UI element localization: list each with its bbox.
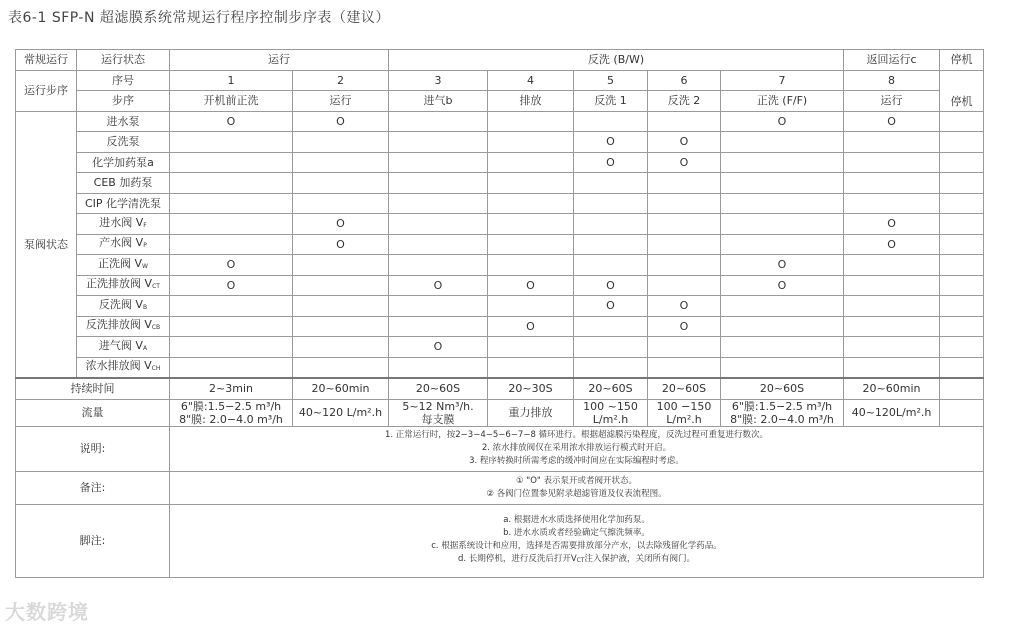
row-name <box>77 214 170 235</box>
run-header: 运行 <box>170 50 389 71</box>
state-cell <box>488 316 574 337</box>
row-name <box>77 316 170 337</box>
explain-line: 2. 浓水排放阀仅在采用浓水排放运行模式时开启。 <box>481 443 672 453</box>
pump-valve-row <box>16 193 984 214</box>
on-mark: O <box>679 319 689 333</box>
state-cell <box>721 152 844 173</box>
state-cell <box>844 357 940 378</box>
explain-line: 1. 正常运行时，按2−3−4−5−6−7−8 循环进行。根据超滤膜污染程度，反洗过程可重复进行数次。 <box>384 430 769 440</box>
state-cell <box>721 214 844 235</box>
state-cell <box>170 316 293 337</box>
state-cell <box>648 111 721 132</box>
state-cell <box>574 132 648 153</box>
duration-value: 20~60S <box>721 378 844 399</box>
remark-line: ② 各阀门位置参见附录超滤管道及仪表流程图。 <box>486 488 667 499</box>
row-name-subscript: W <box>142 262 148 270</box>
foot-line: c. 根据系统设计和应用，选择是否需要排放部分产水，以去除残留化学药品。 <box>431 541 722 551</box>
state-cell <box>293 337 389 358</box>
state-cell <box>574 255 648 276</box>
flow-row <box>16 399 984 426</box>
state-cell <box>389 111 488 132</box>
state-cell <box>844 111 940 132</box>
state-cell <box>844 296 940 317</box>
flow-value-6 <box>648 399 721 426</box>
state-cell <box>293 275 389 296</box>
state-cell <box>293 296 389 317</box>
normal-op-label: 常规运行 <box>16 50 77 71</box>
on-mark: O <box>606 135 615 149</box>
on-mark: O <box>433 340 443 354</box>
row-name <box>77 275 170 296</box>
seq-number: 3 <box>389 70 488 91</box>
flow-line: 6"膜:1.5−2.5 m³/h <box>731 399 833 413</box>
foot-subscript: CT <box>576 557 585 564</box>
pump-valve-row <box>16 337 984 358</box>
state-cell <box>844 234 940 255</box>
pump-valve-row <box>16 132 984 153</box>
state-cell <box>648 316 721 337</box>
row-name <box>77 173 170 194</box>
flow-empty <box>940 399 984 426</box>
state-cell <box>170 234 293 255</box>
state-cell <box>389 357 488 378</box>
row-name <box>77 152 170 173</box>
row-name <box>77 337 170 358</box>
row-name-text: 反洗阀 V <box>98 297 143 311</box>
foot-line: a. 根据进水水质选择使用化学加药泵。 <box>503 515 650 525</box>
explain-label: 说明: <box>16 426 170 471</box>
state-cell <box>844 214 940 235</box>
seq-number: 1 <box>170 70 293 91</box>
row-name <box>77 255 170 276</box>
state-cell <box>488 234 574 255</box>
on-mark: O <box>777 258 787 272</box>
duration-row <box>16 378 984 399</box>
on-mark: O <box>336 114 345 128</box>
state-cell <box>389 132 488 153</box>
row-name <box>77 111 170 132</box>
state-cell <box>648 296 721 317</box>
remark-text <box>170 471 984 504</box>
state-cell <box>574 111 648 132</box>
state-cell <box>389 337 488 358</box>
pump-valve-row <box>16 214 984 235</box>
seq-number: 5 <box>574 70 648 91</box>
stop-step: 停机 <box>940 70 984 111</box>
explain-text <box>170 426 984 471</box>
seq-number: 4 <box>488 70 574 91</box>
flow-value-3 <box>389 399 488 426</box>
state-cell <box>389 173 488 194</box>
state-cell <box>170 111 293 132</box>
remark-label: 备注: <box>16 471 170 504</box>
row-name-text: 反洗泵 <box>106 135 140 149</box>
row-name-subscript: B <box>142 303 148 311</box>
stop-cell <box>940 337 984 358</box>
state-cell <box>488 357 574 378</box>
op-steps-label: 运行步序 <box>16 70 77 111</box>
remark-line: ① "O" 表示泵开或者阀开状态。 <box>515 475 638 486</box>
state-cell <box>844 132 940 153</box>
stop-cell <box>940 152 984 173</box>
step-name: 开机前正洗 <box>170 91 293 112</box>
on-mark: O <box>226 278 236 292</box>
state-cell <box>844 255 940 276</box>
on-mark: O <box>887 114 896 128</box>
row-name-text: 进水泵 <box>106 114 140 128</box>
stop-cell <box>940 357 984 378</box>
seq-number: 2 <box>293 70 389 91</box>
sequence-table <box>15 49 984 578</box>
state-cell <box>648 337 721 358</box>
state-cell <box>488 173 574 194</box>
flow-line: 每支膜 <box>421 412 455 426</box>
flow-line: 100 −150 <box>656 399 712 413</box>
state-cell <box>293 173 389 194</box>
on-mark: O <box>336 237 345 251</box>
step-name: 正洗 (F/F) <box>721 91 844 112</box>
state-cell <box>170 214 293 235</box>
foot-line-part: 注入保护液，关闭所有阀门。 <box>584 554 696 564</box>
step-name: 运行 <box>293 91 389 112</box>
explain-line: 3. 程序转换时所需考虑的缓冲时间应在实际编程时考虑。 <box>469 456 684 466</box>
pump-valve-row <box>16 255 984 276</box>
on-mark: O <box>526 278 535 292</box>
state-cell <box>488 337 574 358</box>
row-name <box>77 234 170 255</box>
state-cell <box>389 193 488 214</box>
row-name-text: 反洗排放阀 V <box>85 318 152 332</box>
duration-label: 持续时间 <box>16 378 170 399</box>
duration-value: 20~30S <box>488 378 574 399</box>
state-cell <box>844 316 940 337</box>
header-row-state <box>16 50 984 71</box>
state-cell <box>844 152 940 173</box>
stop-cell <box>940 132 984 153</box>
foot-label: 脚注: <box>16 504 170 577</box>
stop-cell <box>940 193 984 214</box>
stop-cell <box>940 173 984 194</box>
flow-value-4: 重力排放 <box>488 399 574 426</box>
seq-no-label: 序号 <box>77 70 170 91</box>
state-cell <box>721 193 844 214</box>
duration-value: 20~60S <box>648 378 721 399</box>
duration-value: 20~60S <box>574 378 648 399</box>
state-cell <box>844 275 940 296</box>
on-mark: O <box>606 278 615 292</box>
header-row-seq <box>16 70 984 91</box>
seq-number: 7 <box>721 70 844 91</box>
state-cell <box>488 132 574 153</box>
pump-valve-body <box>16 111 984 378</box>
return-run-header: 返回运行c <box>844 50 940 71</box>
row-name <box>77 193 170 214</box>
state-cell <box>488 214 574 235</box>
state-cell <box>488 152 574 173</box>
state-cell <box>574 275 648 296</box>
step-name: 运行 <box>844 91 940 112</box>
op-state-label: 运行状态 <box>77 50 170 71</box>
flow-label: 流量 <box>16 399 170 426</box>
pump-valve-row <box>16 296 984 317</box>
on-mark: O <box>606 299 615 313</box>
foot-line: b. 进水水质或者经验确定气擦洗频率。 <box>503 528 650 538</box>
flow-value-1 <box>170 399 293 426</box>
state-cell <box>648 234 721 255</box>
state-cell <box>721 296 844 317</box>
stop-cell <box>940 275 984 296</box>
state-cell <box>574 234 648 255</box>
state-cell <box>488 255 574 276</box>
step-name: 排放 <box>488 91 574 112</box>
stop-cell <box>940 316 984 337</box>
pump-valve-row <box>16 316 984 337</box>
state-cell <box>844 193 940 214</box>
state-cell <box>721 255 844 276</box>
state-cell <box>170 337 293 358</box>
state-cell <box>721 316 844 337</box>
state-cell <box>574 337 648 358</box>
state-cell <box>293 316 389 337</box>
state-cell <box>574 357 648 378</box>
on-mark: O <box>226 114 236 128</box>
on-mark: O <box>777 114 787 128</box>
on-mark: O <box>887 217 896 231</box>
state-cell <box>721 173 844 194</box>
duration-empty <box>940 378 984 399</box>
row-name-subscript: CB <box>151 324 161 332</box>
state-cell <box>844 337 940 358</box>
flow-line: 5~12 Nm³/h. <box>402 399 474 413</box>
state-cell <box>721 337 844 358</box>
state-cell <box>170 173 293 194</box>
state-cell <box>574 173 648 194</box>
state-cell <box>293 132 389 153</box>
state-cell <box>721 275 844 296</box>
flow-value-7 <box>721 399 844 426</box>
state-cell <box>721 132 844 153</box>
state-cell <box>389 275 488 296</box>
flow-value-8: 40~120L/m².h <box>844 399 940 426</box>
state-cell <box>293 255 389 276</box>
foot-line <box>170 553 983 567</box>
row-name <box>77 296 170 317</box>
row-name-text: 正洗阀 V <box>98 256 143 270</box>
watermark-logo: 大数跨境 <box>5 600 89 624</box>
row-name-subscript: A <box>142 344 148 352</box>
state-cell <box>721 357 844 378</box>
state-cell <box>574 193 648 214</box>
row-name-text: 化学加药泵a <box>92 155 154 169</box>
row-name-text: 进气阀 V <box>98 338 143 352</box>
table-title: 表6-1 SFP-N 超滤膜系统常规运行程序控制步序表（建议） <box>8 10 390 26</box>
step-name: 进气b <box>389 91 488 112</box>
on-mark: O <box>887 237 896 251</box>
duration-value: 20~60S <box>389 378 488 399</box>
row-name-subscript: F <box>143 221 147 229</box>
state-cell <box>293 193 389 214</box>
row-name-text: 浓水排放阀 V <box>85 359 152 373</box>
state-cell <box>389 316 488 337</box>
step-name: 反洗 1 <box>574 91 648 112</box>
seq-number: 8 <box>844 70 940 91</box>
state-cell <box>170 193 293 214</box>
header-row-step <box>16 91 984 112</box>
state-cell <box>170 357 293 378</box>
state-cell <box>293 214 389 235</box>
flow-line: 8"膜: 2.0−4.0 m³/h <box>179 412 283 426</box>
state-cell <box>293 152 389 173</box>
row-name-text: CIP 化学清洗泵 <box>84 196 162 210</box>
state-cell <box>844 173 940 194</box>
state-cell <box>648 173 721 194</box>
stop-cell <box>940 296 984 317</box>
state-cell <box>170 296 293 317</box>
row-name-text: 产水阀 V <box>99 236 144 250</box>
pump-valve-row <box>16 275 984 296</box>
foot-text <box>170 504 984 577</box>
row-name-text: CEB 加药泵 <box>93 176 153 190</box>
state-cell <box>170 132 293 153</box>
state-cell <box>574 152 648 173</box>
state-cell <box>488 111 574 132</box>
step-label: 步序 <box>77 91 170 112</box>
state-cell <box>574 214 648 235</box>
state-cell <box>488 296 574 317</box>
state-cell <box>721 234 844 255</box>
foot-row <box>16 504 984 577</box>
remark-row <box>16 471 984 504</box>
on-mark: O <box>433 278 443 292</box>
seq-number: 6 <box>648 70 721 91</box>
state-cell <box>648 214 721 235</box>
state-cell <box>648 152 721 173</box>
state-cell <box>293 357 389 378</box>
pump-valve-label: 泵阀状态 <box>16 111 77 378</box>
on-mark: O <box>679 299 689 313</box>
stop-header: 停机 <box>940 50 984 71</box>
flow-line: 8"膜: 2.0−4.0 m³/h <box>730 412 834 426</box>
stop-cell <box>940 234 984 255</box>
pump-valve-row <box>16 173 984 194</box>
state-cell <box>721 111 844 132</box>
stop-cell <box>940 255 984 276</box>
row-name-subscript: CT <box>152 283 160 291</box>
pump-valve-row <box>16 111 984 132</box>
state-cell <box>389 296 488 317</box>
state-cell <box>648 275 721 296</box>
state-cell <box>170 275 293 296</box>
row-name-subscript: CH <box>151 365 161 373</box>
flow-line: 6"膜:1.5−2.5 m³/h <box>180 399 282 413</box>
state-cell <box>293 234 389 255</box>
row-name-text: 正洗排放阀 V <box>86 277 153 291</box>
row-name-subscript: P <box>143 242 147 250</box>
flow-line: L/m².h <box>592 412 629 426</box>
step-name: 反洗 2 <box>648 91 721 112</box>
state-cell <box>648 357 721 378</box>
flow-line: L/m².h <box>666 412 702 426</box>
state-cell <box>648 132 721 153</box>
duration-value: 2~3min <box>170 378 293 399</box>
stop-cell <box>940 111 984 132</box>
backwash-header: 反洗 (B/W) <box>389 50 844 71</box>
stop-cell <box>940 214 984 235</box>
pump-valve-row <box>16 234 984 255</box>
duration-value: 20~60min <box>844 378 940 399</box>
duration-value: 20~60min <box>293 378 389 399</box>
explain-row <box>16 426 984 471</box>
state-cell <box>488 193 574 214</box>
foot-line-part: d. 长期停机，进行反洗后打开V <box>458 554 577 564</box>
on-mark: O <box>679 155 689 169</box>
on-mark: O <box>526 319 535 333</box>
flow-line: 100 ~150 <box>583 399 638 413</box>
row-name <box>77 357 170 378</box>
on-mark: O <box>336 217 345 231</box>
state-cell <box>574 316 648 337</box>
row-name-text: 进水阀 V <box>99 215 144 229</box>
on-mark: O <box>606 155 615 169</box>
state-cell <box>488 275 574 296</box>
state-cell <box>648 193 721 214</box>
state-cell <box>389 255 488 276</box>
row-name <box>77 132 170 153</box>
on-mark: O <box>679 135 689 149</box>
flow-value-2: 40~120 L/m².h <box>293 399 389 426</box>
flow-value-5 <box>574 399 648 426</box>
state-cell <box>389 234 488 255</box>
state-cell <box>389 152 488 173</box>
state-cell <box>574 296 648 317</box>
on-mark: O <box>226 258 236 272</box>
state-cell <box>389 214 488 235</box>
state-cell <box>648 255 721 276</box>
pump-valve-row <box>16 357 984 378</box>
on-mark: O <box>777 278 787 292</box>
state-cell <box>170 152 293 173</box>
state-cell <box>293 111 389 132</box>
state-cell <box>170 255 293 276</box>
pump-valve-row <box>16 152 984 173</box>
